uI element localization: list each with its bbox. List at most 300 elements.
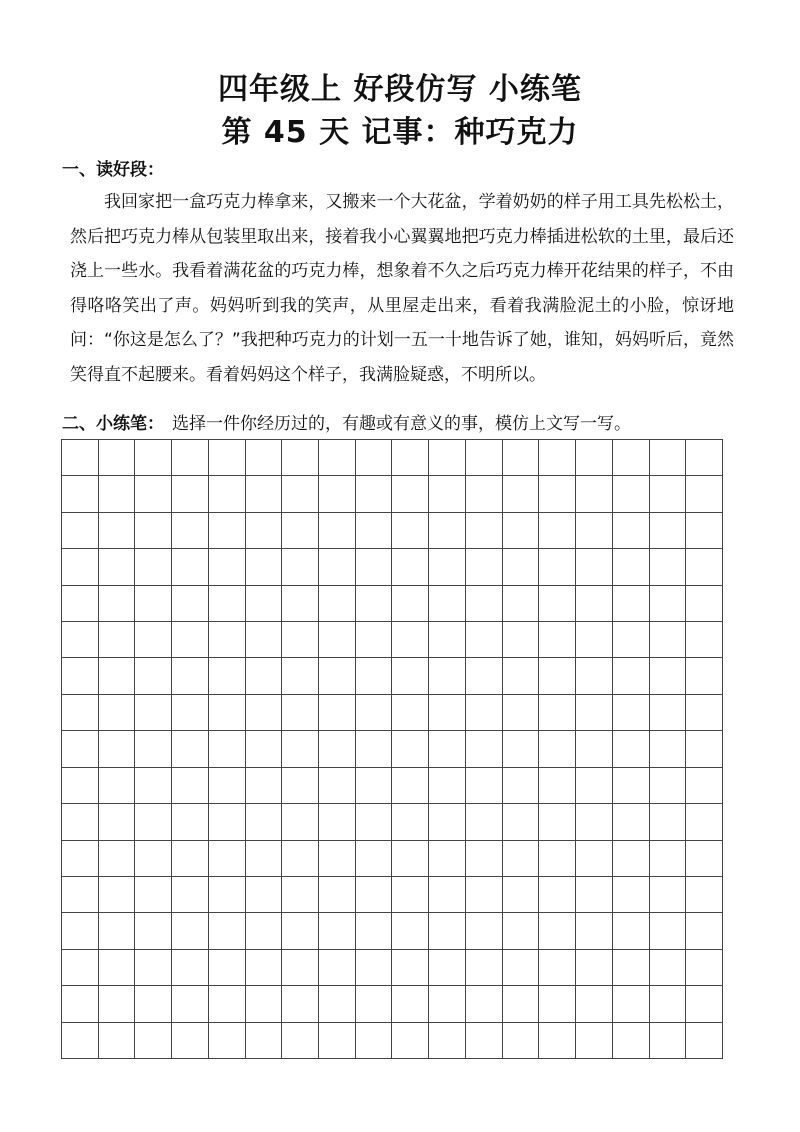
grid-cell[interactable] — [209, 658, 246, 694]
grid-cell[interactable] — [99, 440, 136, 476]
grid-cell[interactable] — [356, 695, 393, 731]
grid-cell[interactable] — [429, 913, 466, 949]
grid-cell[interactable] — [172, 658, 209, 694]
grid-cell[interactable] — [539, 586, 576, 622]
grid-cell[interactable] — [282, 841, 319, 877]
grid-cell[interactable] — [576, 841, 613, 877]
grid-cell[interactable] — [282, 586, 319, 622]
grid-cell[interactable] — [613, 695, 650, 731]
grid-cell[interactable] — [613, 877, 650, 913]
grid-cell[interactable] — [686, 841, 723, 877]
grid-cell[interactable] — [429, 986, 466, 1022]
grid-cell[interactable] — [466, 986, 503, 1022]
grid-cell[interactable] — [650, 804, 687, 840]
grid-cell[interactable] — [356, 513, 393, 549]
grid-cell[interactable] — [429, 695, 466, 731]
grid-cell[interactable] — [246, 586, 283, 622]
grid-cell[interactable] — [209, 768, 246, 804]
grid-cell[interactable] — [392, 841, 429, 877]
grid-cell[interactable] — [686, 1023, 723, 1059]
grid-cell[interactable] — [576, 877, 613, 913]
grid-cell[interactable] — [613, 1023, 650, 1059]
grid-cell[interactable] — [99, 695, 136, 731]
grid-cell[interactable] — [466, 549, 503, 585]
grid-cell[interactable] — [172, 549, 209, 585]
grid-cell[interactable] — [356, 913, 393, 949]
grid-cell[interactable] — [62, 913, 99, 949]
grid-cell[interactable] — [356, 986, 393, 1022]
grid-cell[interactable] — [319, 658, 356, 694]
grid-cell[interactable] — [62, 950, 99, 986]
grid-cell[interactable] — [209, 950, 246, 986]
grid-cell[interactable] — [392, 804, 429, 840]
grid-cell[interactable] — [392, 913, 429, 949]
grid-cell[interactable] — [466, 1023, 503, 1059]
grid-cell[interactable] — [282, 695, 319, 731]
grid-cell[interactable] — [172, 986, 209, 1022]
grid-cell[interactable] — [650, 586, 687, 622]
grid-cell[interactable] — [613, 950, 650, 986]
grid-cell[interactable] — [650, 476, 687, 512]
grid-cell[interactable] — [539, 950, 576, 986]
grid-cell[interactable] — [246, 658, 283, 694]
grid-cell[interactable] — [466, 586, 503, 622]
grid-cell[interactable] — [172, 622, 209, 658]
grid-cell[interactable] — [62, 622, 99, 658]
grid-cell[interactable] — [135, 658, 172, 694]
grid-cell[interactable] — [282, 476, 319, 512]
grid-cell[interactable] — [613, 986, 650, 1022]
grid-cell[interactable] — [613, 658, 650, 694]
grid-cell[interactable] — [172, 877, 209, 913]
grid-cell[interactable] — [539, 513, 576, 549]
grid-cell[interactable] — [576, 440, 613, 476]
grid-cell[interactable] — [135, 768, 172, 804]
grid-cell[interactable] — [172, 913, 209, 949]
grid-cell[interactable] — [246, 768, 283, 804]
grid-cell[interactable] — [392, 695, 429, 731]
grid-cell[interactable] — [282, 731, 319, 767]
grid-cell[interactable] — [135, 841, 172, 877]
grid-cell[interactable] — [539, 658, 576, 694]
grid-cell[interactable] — [356, 950, 393, 986]
grid-cell[interactable] — [135, 913, 172, 949]
grid-cell[interactable] — [135, 804, 172, 840]
grid-cell[interactable] — [319, 476, 356, 512]
grid-cell[interactable] — [356, 622, 393, 658]
grid-cell[interactable] — [429, 731, 466, 767]
grid-cell[interactable] — [503, 622, 540, 658]
grid-cell[interactable] — [282, 513, 319, 549]
grid-cell[interactable] — [650, 440, 687, 476]
grid-cell[interactable] — [539, 476, 576, 512]
grid-cell[interactable] — [282, 913, 319, 949]
grid-cell[interactable] — [576, 549, 613, 585]
grid-cell[interactable] — [650, 513, 687, 549]
grid-cell[interactable] — [650, 549, 687, 585]
grid-cell[interactable] — [246, 1023, 283, 1059]
grid-cell[interactable] — [135, 513, 172, 549]
grid-cell[interactable] — [539, 622, 576, 658]
grid-cell[interactable] — [613, 476, 650, 512]
grid-cell[interactable] — [576, 622, 613, 658]
grid-cell[interactable] — [246, 841, 283, 877]
grid-cell[interactable] — [686, 877, 723, 913]
grid-cell[interactable] — [429, 586, 466, 622]
grid-cell[interactable] — [466, 877, 503, 913]
grid-cell[interactable] — [503, 841, 540, 877]
grid-cell[interactable] — [246, 877, 283, 913]
grid-cell[interactable] — [539, 549, 576, 585]
grid-cell[interactable] — [319, 440, 356, 476]
grid-cell[interactable] — [650, 622, 687, 658]
grid-cell[interactable] — [356, 768, 393, 804]
grid-cell[interactable] — [392, 513, 429, 549]
grid-cell[interactable] — [99, 1023, 136, 1059]
grid-cell[interactable] — [613, 841, 650, 877]
grid-cell[interactable] — [209, 622, 246, 658]
grid-cell[interactable] — [650, 658, 687, 694]
grid-cell[interactable] — [686, 731, 723, 767]
grid-cell[interactable] — [392, 586, 429, 622]
grid-cell[interactable] — [209, 804, 246, 840]
grid-cell[interactable] — [62, 513, 99, 549]
grid-cell[interactable] — [613, 913, 650, 949]
grid-cell[interactable] — [466, 695, 503, 731]
grid-cell[interactable] — [466, 804, 503, 840]
grid-cell[interactable] — [356, 804, 393, 840]
grid-cell[interactable] — [429, 1023, 466, 1059]
grid-cell[interactable] — [429, 877, 466, 913]
grid-cell[interactable] — [172, 513, 209, 549]
grid-cell[interactable] — [62, 586, 99, 622]
grid-cell[interactable] — [99, 950, 136, 986]
grid-cell[interactable] — [686, 586, 723, 622]
grid-cell[interactable] — [62, 841, 99, 877]
grid-cell[interactable] — [686, 513, 723, 549]
grid-cell[interactable] — [99, 549, 136, 585]
grid-cell[interactable] — [209, 695, 246, 731]
grid-cell[interactable] — [686, 986, 723, 1022]
grid-cell[interactable] — [282, 658, 319, 694]
grid-cell[interactable] — [209, 986, 246, 1022]
grid-cell[interactable] — [539, 913, 576, 949]
grid-cell[interactable] — [466, 440, 503, 476]
grid-cell[interactable] — [429, 549, 466, 585]
grid-cell[interactable] — [209, 731, 246, 767]
writing-grid[interactable] — [61, 439, 723, 1059]
grid-cell[interactable] — [319, 549, 356, 585]
grid-cell[interactable] — [686, 913, 723, 949]
grid-cell[interactable] — [650, 950, 687, 986]
grid-cell[interactable] — [172, 695, 209, 731]
grid-cell[interactable] — [576, 950, 613, 986]
grid-cell[interactable] — [172, 731, 209, 767]
grid-cell[interactable] — [319, 731, 356, 767]
grid-cell[interactable] — [686, 695, 723, 731]
grid-cell[interactable] — [246, 549, 283, 585]
grid-cell[interactable] — [576, 476, 613, 512]
grid-cell[interactable] — [319, 804, 356, 840]
grid-cell[interactable] — [503, 586, 540, 622]
grid-cell[interactable] — [539, 440, 576, 476]
grid-cell[interactable] — [686, 440, 723, 476]
grid-cell[interactable] — [429, 476, 466, 512]
grid-cell[interactable] — [99, 476, 136, 512]
grid-cell[interactable] — [503, 731, 540, 767]
grid-cell[interactable] — [282, 622, 319, 658]
grid-cell[interactable] — [319, 622, 356, 658]
grid-cell[interactable] — [650, 731, 687, 767]
grid-cell[interactable] — [613, 549, 650, 585]
grid-cell[interactable] — [209, 841, 246, 877]
grid-cell[interactable] — [686, 950, 723, 986]
grid-cell[interactable] — [503, 476, 540, 512]
grid-cell[interactable] — [172, 768, 209, 804]
grid-cell[interactable] — [172, 440, 209, 476]
grid-cell[interactable] — [392, 658, 429, 694]
grid-cell[interactable] — [209, 513, 246, 549]
grid-cell[interactable] — [282, 549, 319, 585]
grid-cell[interactable] — [62, 549, 99, 585]
grid-cell[interactable] — [539, 804, 576, 840]
grid-cell[interactable] — [99, 513, 136, 549]
grid-cell[interactable] — [282, 768, 319, 804]
grid-cell[interactable] — [503, 950, 540, 986]
grid-cell[interactable] — [392, 549, 429, 585]
grid-cell[interactable] — [246, 731, 283, 767]
grid-cell[interactable] — [613, 622, 650, 658]
grid-cell[interactable] — [466, 841, 503, 877]
grid-cell[interactable] — [613, 586, 650, 622]
grid-cell[interactable] — [99, 586, 136, 622]
grid-cell[interactable] — [135, 695, 172, 731]
grid-cell[interactable] — [246, 513, 283, 549]
grid-cell[interactable] — [576, 731, 613, 767]
grid-cell[interactable] — [539, 695, 576, 731]
grid-cell[interactable] — [576, 768, 613, 804]
grid-cell[interactable] — [356, 731, 393, 767]
grid-cell[interactable] — [686, 549, 723, 585]
grid-cell[interactable] — [62, 731, 99, 767]
grid-cell[interactable] — [319, 586, 356, 622]
grid-cell[interactable] — [503, 513, 540, 549]
grid-cell[interactable] — [135, 586, 172, 622]
grid-cell[interactable] — [246, 695, 283, 731]
grid-cell[interactable] — [429, 658, 466, 694]
grid-cell[interactable] — [392, 768, 429, 804]
grid-cell[interactable] — [466, 768, 503, 804]
grid-cell[interactable] — [503, 1023, 540, 1059]
grid-cell[interactable] — [429, 513, 466, 549]
grid-cell[interactable] — [282, 877, 319, 913]
grid-cell[interactable] — [246, 440, 283, 476]
grid-cell[interactable] — [539, 986, 576, 1022]
grid-cell[interactable] — [503, 549, 540, 585]
grid-cell[interactable] — [319, 695, 356, 731]
grid-cell[interactable] — [319, 986, 356, 1022]
grid-cell[interactable] — [503, 768, 540, 804]
grid-cell[interactable] — [392, 622, 429, 658]
grid-cell[interactable] — [135, 950, 172, 986]
grid-cell[interactable] — [62, 986, 99, 1022]
grid-cell[interactable] — [392, 986, 429, 1022]
grid-cell[interactable] — [282, 1023, 319, 1059]
grid-cell[interactable] — [99, 804, 136, 840]
grid-cell[interactable] — [429, 804, 466, 840]
grid-cell[interactable] — [503, 658, 540, 694]
grid-cell[interactable] — [172, 1023, 209, 1059]
grid-cell[interactable] — [686, 804, 723, 840]
grid-cell[interactable] — [209, 476, 246, 512]
grid-cell[interactable] — [282, 440, 319, 476]
grid-cell[interactable] — [392, 877, 429, 913]
grid-cell[interactable] — [356, 658, 393, 694]
grid-cell[interactable] — [576, 513, 613, 549]
grid-cell[interactable] — [503, 440, 540, 476]
grid-cell[interactable] — [135, 1023, 172, 1059]
grid-cell[interactable] — [539, 731, 576, 767]
grid-cell[interactable] — [99, 913, 136, 949]
grid-cell[interactable] — [613, 804, 650, 840]
grid-cell[interactable] — [466, 476, 503, 512]
grid-cell[interactable] — [650, 877, 687, 913]
grid-cell[interactable] — [209, 549, 246, 585]
grid-cell[interactable] — [503, 986, 540, 1022]
grid-cell[interactable] — [392, 476, 429, 512]
grid-cell[interactable] — [392, 950, 429, 986]
grid-cell[interactable] — [99, 986, 136, 1022]
grid-cell[interactable] — [135, 731, 172, 767]
grid-cell[interactable] — [686, 622, 723, 658]
grid-cell[interactable] — [135, 877, 172, 913]
grid-cell[interactable] — [466, 622, 503, 658]
grid-cell[interactable] — [246, 476, 283, 512]
grid-cell[interactable] — [319, 877, 356, 913]
grid-cell[interactable] — [209, 1023, 246, 1059]
grid-cell[interactable] — [246, 804, 283, 840]
grid-cell[interactable] — [62, 804, 99, 840]
grid-cell[interactable] — [99, 622, 136, 658]
grid-cell[interactable] — [429, 950, 466, 986]
grid-cell[interactable] — [246, 913, 283, 949]
grid-cell[interactable] — [99, 731, 136, 767]
grid-cell[interactable] — [613, 440, 650, 476]
grid-cell[interactable] — [209, 440, 246, 476]
grid-cell[interactable] — [356, 877, 393, 913]
grid-cell[interactable] — [209, 877, 246, 913]
grid-cell[interactable] — [99, 877, 136, 913]
grid-cell[interactable] — [62, 695, 99, 731]
grid-cell[interactable] — [686, 768, 723, 804]
grid-cell[interactable] — [576, 804, 613, 840]
grid-cell[interactable] — [539, 768, 576, 804]
grid-cell[interactable] — [135, 622, 172, 658]
grid-cell[interactable] — [172, 950, 209, 986]
grid-cell[interactable] — [429, 841, 466, 877]
grid-cell[interactable] — [503, 804, 540, 840]
grid-cell[interactable] — [613, 513, 650, 549]
grid-cell[interactable] — [209, 586, 246, 622]
grid-cell[interactable] — [319, 768, 356, 804]
grid-cell[interactable] — [429, 440, 466, 476]
grid-cell[interactable] — [282, 950, 319, 986]
grid-cell[interactable] — [650, 841, 687, 877]
grid-cell[interactable] — [429, 622, 466, 658]
grid-cell[interactable] — [650, 1023, 687, 1059]
grid-cell[interactable] — [576, 695, 613, 731]
grid-cell[interactable] — [576, 913, 613, 949]
grid-cell[interactable] — [172, 841, 209, 877]
grid-cell[interactable] — [356, 549, 393, 585]
grid-cell[interactable] — [576, 986, 613, 1022]
grid-cell[interactable] — [650, 913, 687, 949]
grid-cell[interactable] — [539, 877, 576, 913]
grid-cell[interactable] — [135, 440, 172, 476]
grid-cell[interactable] — [246, 950, 283, 986]
grid-cell[interactable] — [356, 476, 393, 512]
grid-cell[interactable] — [99, 841, 136, 877]
grid-cell[interactable] — [466, 950, 503, 986]
grid-cell[interactable] — [576, 1023, 613, 1059]
grid-cell[interactable] — [319, 841, 356, 877]
grid-cell[interactable] — [62, 658, 99, 694]
grid-cell[interactable] — [429, 768, 466, 804]
grid-cell[interactable] — [135, 476, 172, 512]
grid-cell[interactable] — [62, 476, 99, 512]
grid-cell[interactable] — [99, 658, 136, 694]
grid-cell[interactable] — [686, 658, 723, 694]
grid-cell[interactable] — [135, 986, 172, 1022]
grid-cell[interactable] — [172, 476, 209, 512]
grid-cell[interactable] — [246, 622, 283, 658]
grid-cell[interactable] — [356, 841, 393, 877]
grid-cell[interactable] — [172, 586, 209, 622]
grid-cell[interactable] — [686, 476, 723, 512]
grid-cell[interactable] — [613, 731, 650, 767]
grid-cell[interactable] — [503, 913, 540, 949]
grid-cell[interactable] — [62, 768, 99, 804]
grid-cell[interactable] — [392, 1023, 429, 1059]
grid-cell[interactable] — [356, 1023, 393, 1059]
grid-cell[interactable] — [392, 731, 429, 767]
grid-cell[interactable] — [503, 695, 540, 731]
grid-cell[interactable] — [172, 804, 209, 840]
grid-cell[interactable] — [319, 1023, 356, 1059]
grid-cell[interactable] — [466, 513, 503, 549]
grid-cell[interactable] — [650, 695, 687, 731]
grid-cell[interactable] — [466, 913, 503, 949]
grid-cell[interactable] — [319, 513, 356, 549]
grid-cell[interactable] — [576, 658, 613, 694]
grid-cell[interactable] — [539, 1023, 576, 1059]
grid-cell[interactable] — [539, 841, 576, 877]
grid-cell[interactable] — [209, 913, 246, 949]
grid-cell[interactable] — [246, 986, 283, 1022]
grid-cell[interactable] — [62, 440, 99, 476]
grid-cell[interactable] — [282, 804, 319, 840]
grid-cell[interactable] — [576, 586, 613, 622]
grid-cell[interactable] — [650, 986, 687, 1022]
grid-cell[interactable] — [356, 586, 393, 622]
grid-cell[interactable] — [356, 440, 393, 476]
grid-cell[interactable] — [282, 986, 319, 1022]
grid-cell[interactable] — [319, 913, 356, 949]
grid-cell[interactable] — [319, 950, 356, 986]
grid-cell[interactable] — [466, 658, 503, 694]
grid-cell[interactable] — [99, 768, 136, 804]
grid-cell[interactable] — [613, 768, 650, 804]
